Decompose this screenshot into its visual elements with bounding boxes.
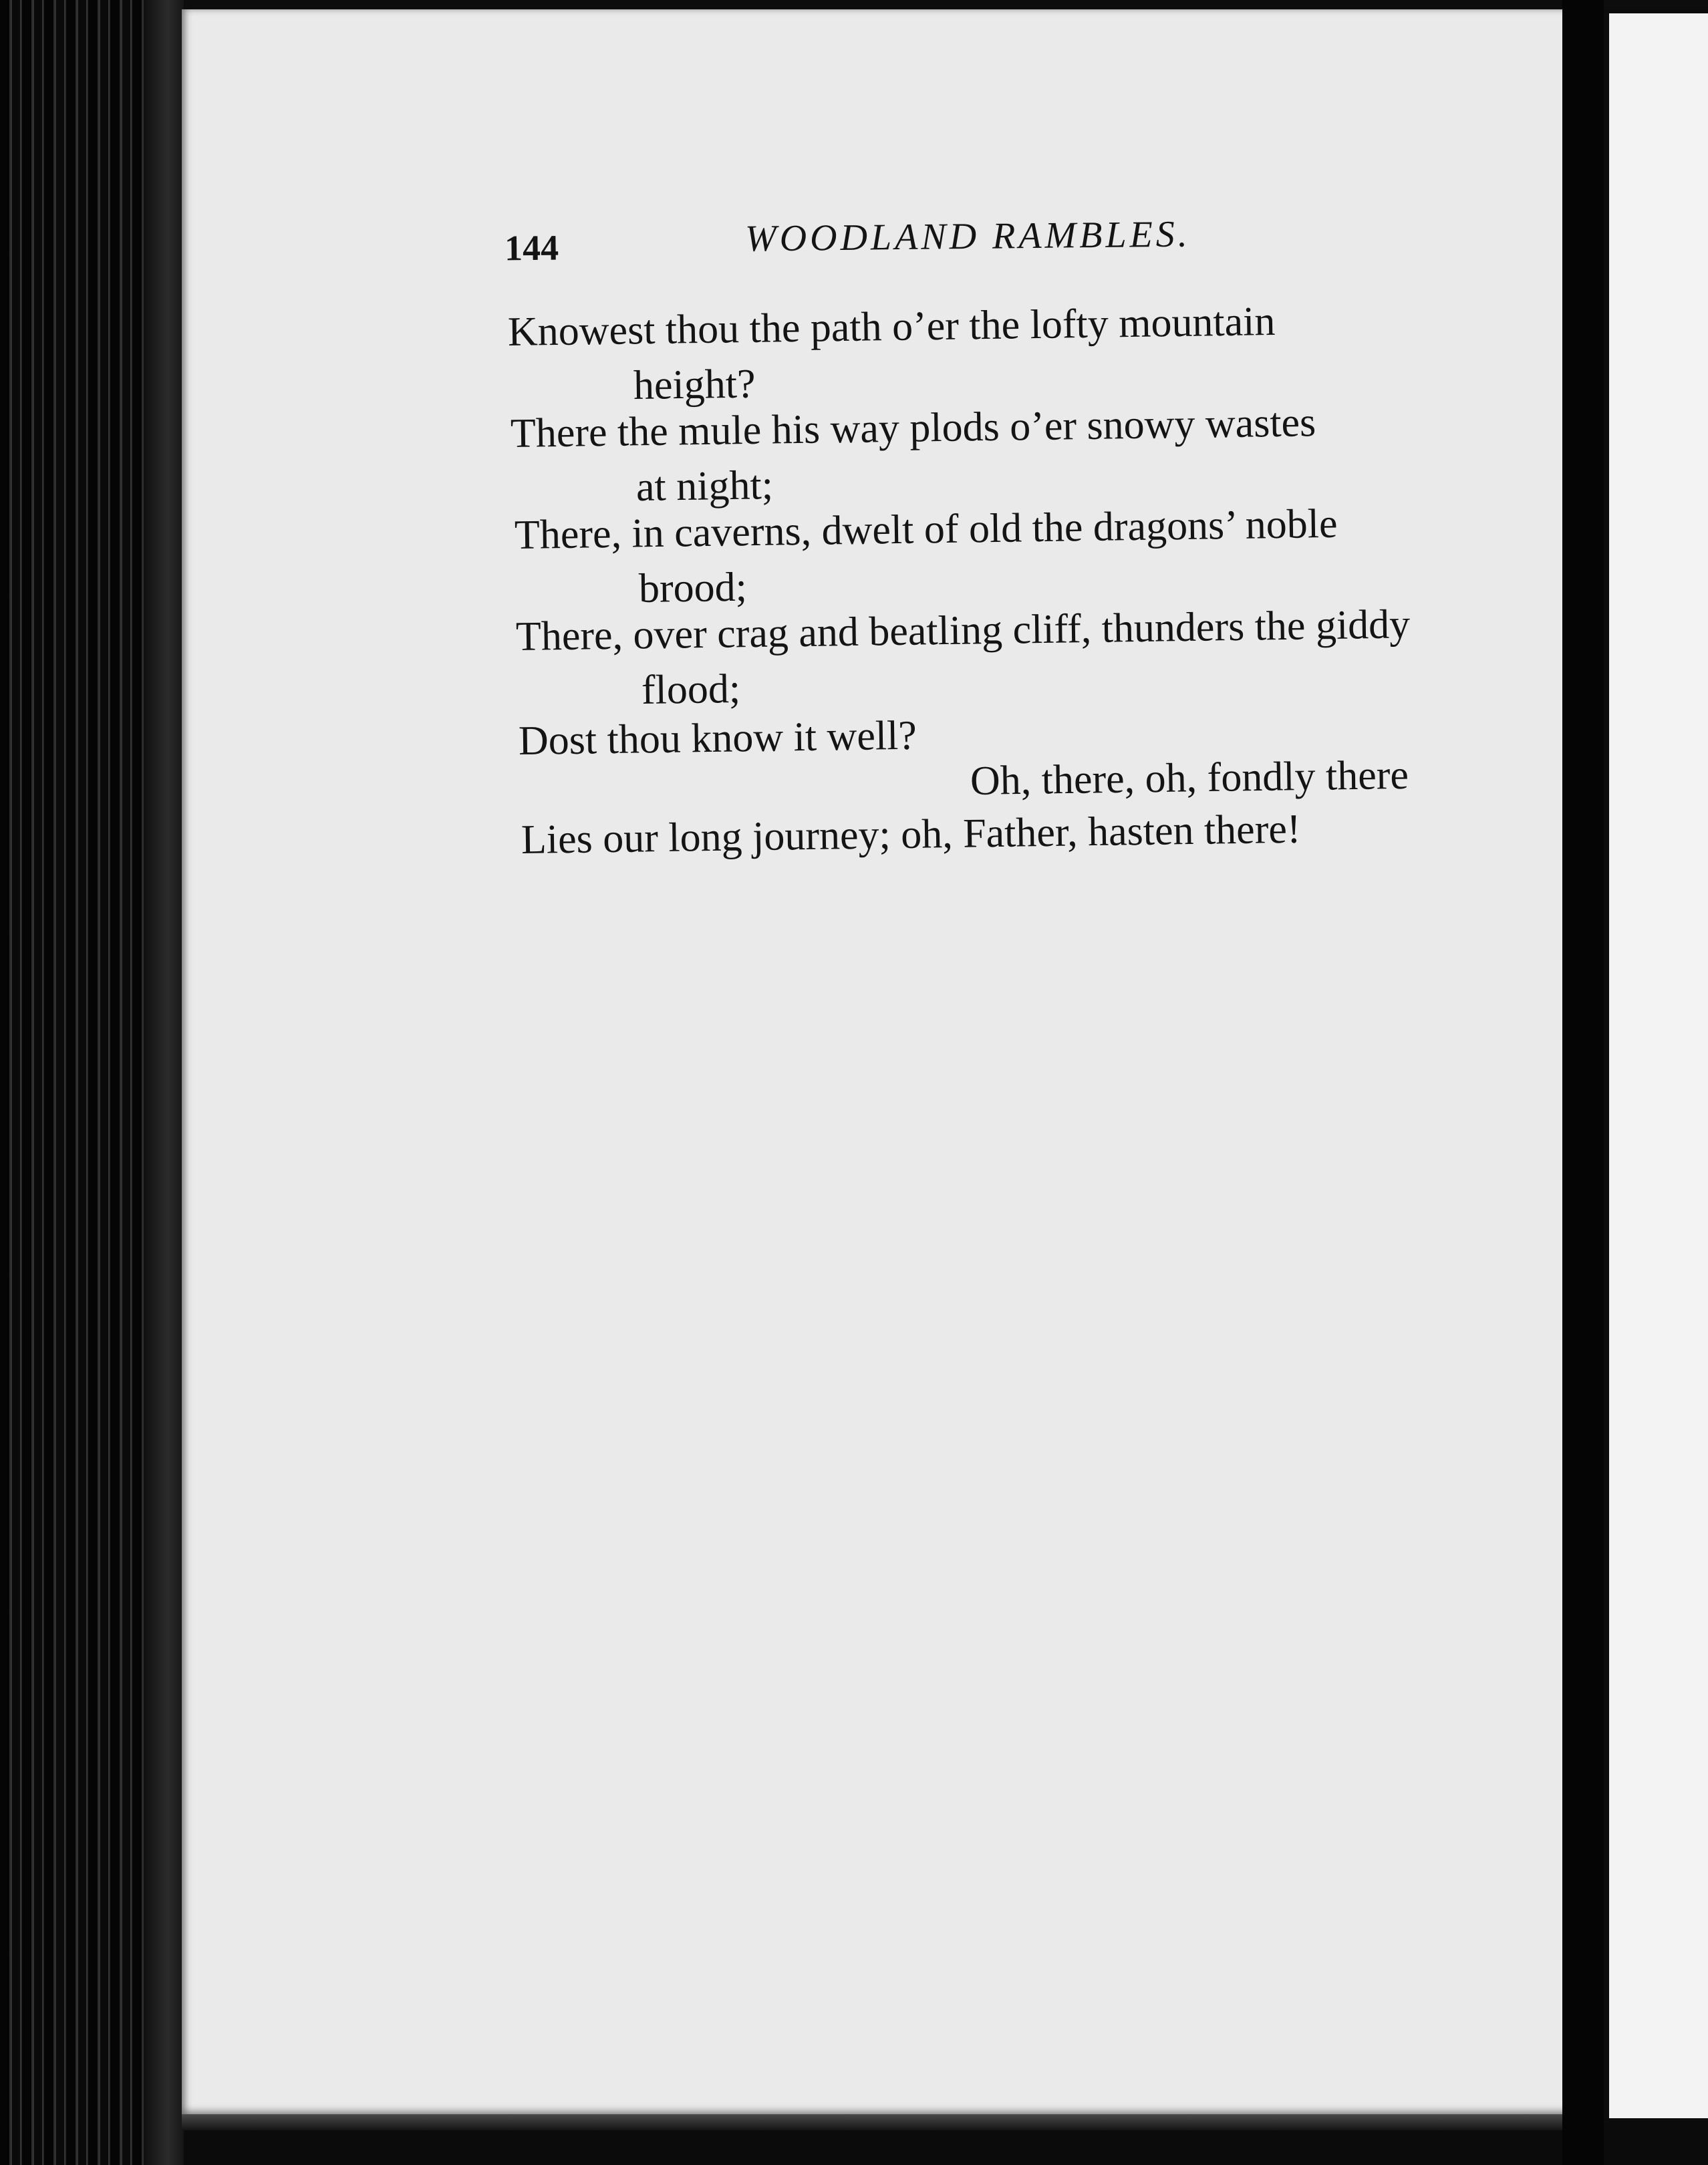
poem-line: There the mule his way plods o’er snowy wastes: [510, 400, 1316, 456]
poem-line: Dost thou know it well?: [518, 712, 917, 764]
poem-line-continuation: flood;: [641, 666, 741, 713]
scan-top-border: [0, 0, 1708, 9]
page-bottom-edge: [182, 2114, 1572, 2130]
poem-line-continuation: at night;: [635, 462, 774, 510]
spine-shadow: [144, 0, 184, 2165]
poem-line: Lies our long journey; oh, Father, hasten there!: [521, 806, 1301, 863]
poem-line: Knowest thou the path o’er the lofty mountain: [507, 298, 1276, 355]
poem-line-indented: Oh, there, oh, fondly there: [970, 752, 1409, 804]
poem-line-continuation: brood;: [638, 564, 748, 611]
poem-line-continuation: height?: [633, 361, 756, 408]
page-number: 144: [504, 227, 559, 269]
poem-line: There, over crag and beatling cliff, thunders the giddy: [515, 601, 1411, 660]
poem-line: There, in caverns, dwelt of old the dragons’ noble: [514, 500, 1338, 558]
page-gutter: [1562, 0, 1604, 2165]
running-title: WOODLAND RAMBLES.: [744, 213, 1191, 260]
next-page-edge: [1604, 13, 1708, 2118]
